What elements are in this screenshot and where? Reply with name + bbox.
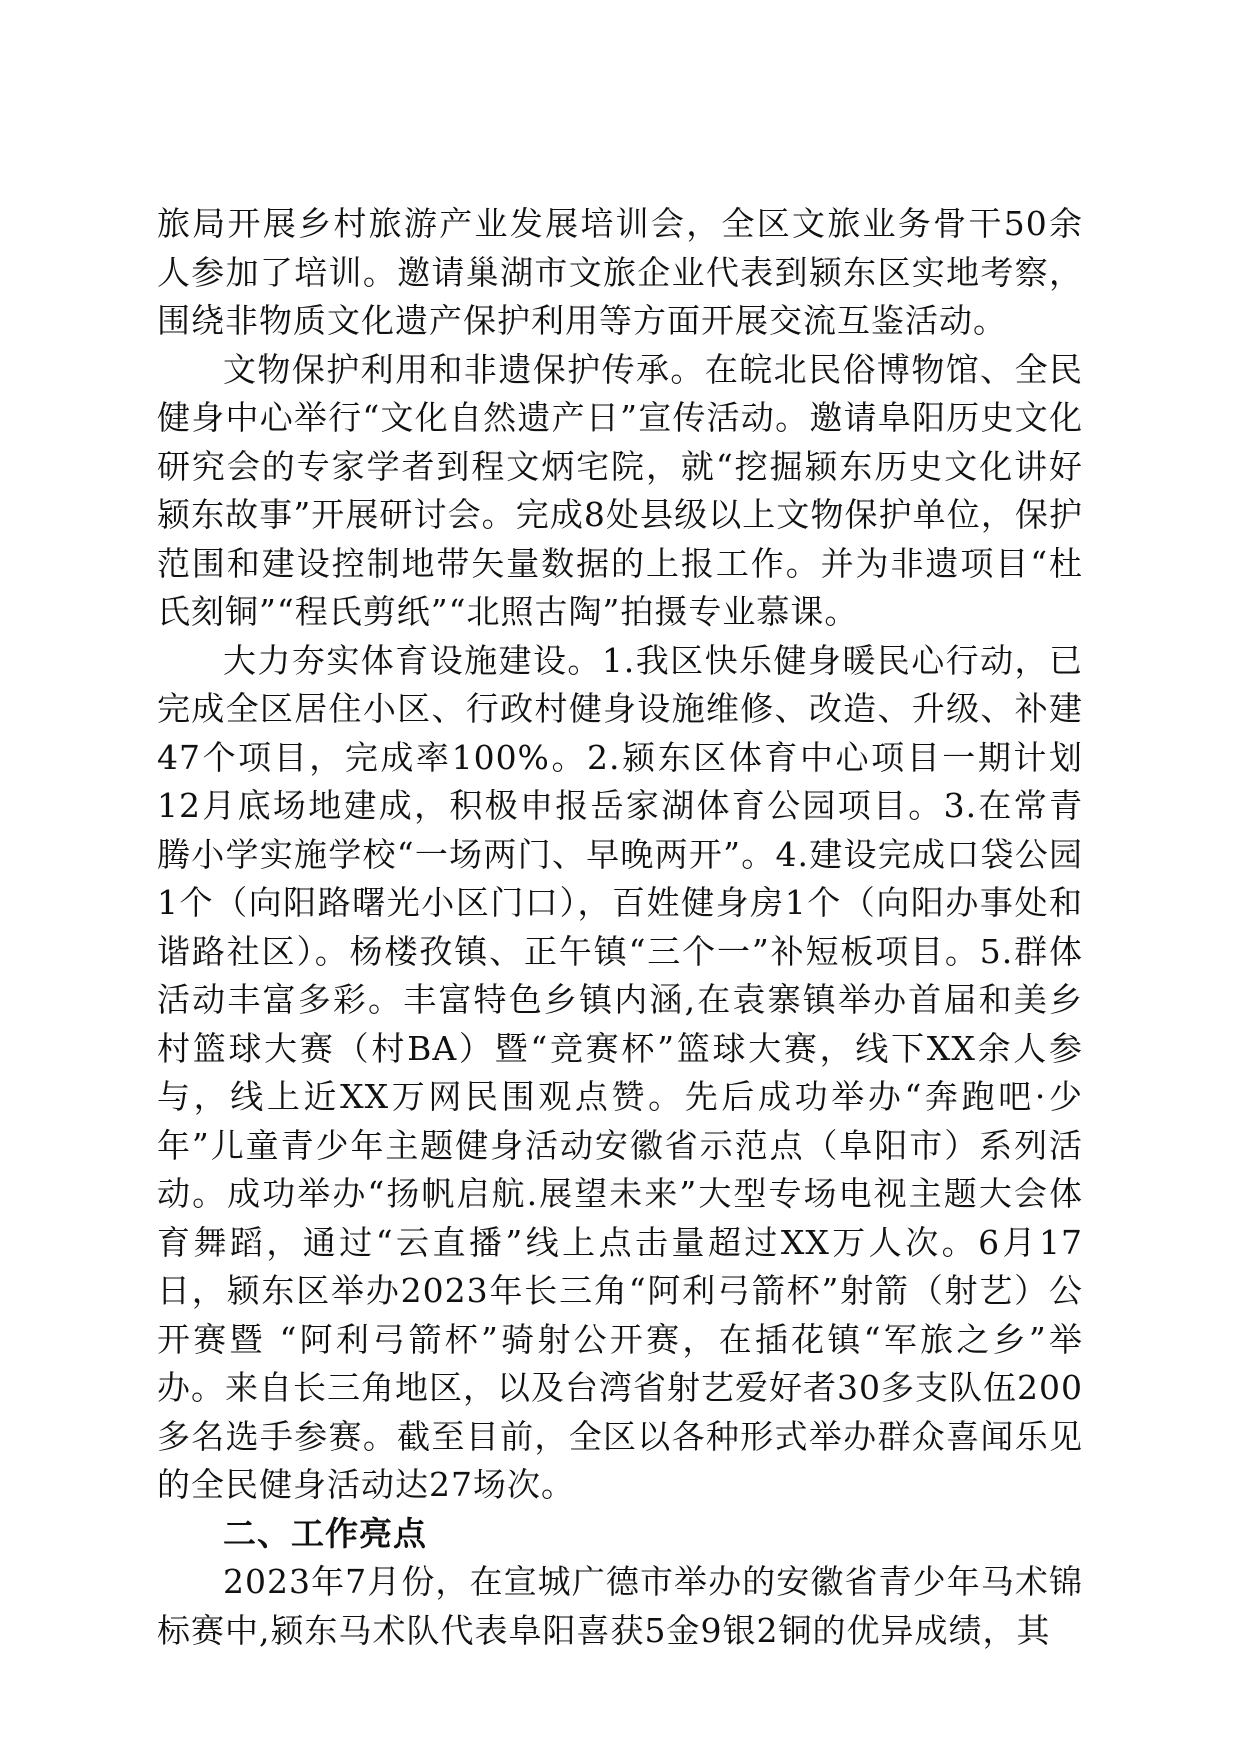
- paragraph-sports-facilities: 大力夯实体育设施建设。1.我区快乐健身暖民心行动，已完成全区居住小区、行政村健身设施维修、改造、升级、补建47个项目，完成率100%。2.颍东区体育中心项目一期计划12月底场地建成，积极申报岳家湖体育公园项目。3.在常青腾小学实施学校“一场两门、早晚两开”。4.建设完成口袋公园1个（向阳路曙光小区门口），百姓健身房1个（向阳办事处和谐路社区）。杨楼孜镇、正午镇“三个一”补短板项目。5.群体活动丰富多彩。丰富特色乡镇内涵,在袁寨镇举办首届和美乡村篮球大赛（村BA）暨“竞赛杯”篮球大赛，线下XX余人参与，线上近XX万网民围观点赞。先后成功举办“奔跑吧·少年”儿童青少年主题健身活动安徽省示范点（阜阳市）系列活动。成功举办“扬帆启航.展望未来”大型专场电视主题大会体育舞蹈，通过“云直播”线上点击量超过XX万人次。6月17日，颍东区举办2023年长三角“阿利弓箭杯”射箭（射艺）公开赛暨 “阿利弓箭杯”骑射公开赛，在插花镇“军旅之乡”举办。来自长三角地区，以及台湾省射艺爱好者30多支队伍200多名选手参赛。截至目前，全区以各种形式举办群众喜闻乐见的全民健身活动达27场次。: [157, 640, 1083, 1504]
- paragraph-highlights: 2023年7月份，在宣城广德市举办的安徽省青少年马术锦标赛中,颍东马术队代表阜阳喜获5金9银2铜的优异成绩，其: [157, 1562, 1083, 1650]
- document-body: [157, 200, 1083, 1655]
- paragraph-cultural-heritage: 文物保护利用和非遗保护传承。在皖北民俗博物馆、全民健身中心举行“文化自然遗产日”宣传活动。邀请阜阳历史文化研究会的专家学者到程文炳宅院，就“挖掘颍东历史文化讲好颍东故事”开展研讨会。完成8处县级以上文物保护单位，保护范围和建设控制地带矢量数据的上报工作。并为非遗项目“杜氏刻铜”“程氏剪纸”“北照古陶”拍摄专业慕课。: [157, 349, 1083, 631]
- section-heading: 二、工作亮点: [223, 1513, 427, 1553]
- paragraph-continuation: 旅局开展乡村旅游产业发展培训会，全区文旅业务骨干50余人参加了培训。邀请巢湖市文旅企业代表到颍东区实地考察，围绕非物质文化遗产保护利用等方面开展交流互鉴活动。: [157, 204, 1083, 340]
